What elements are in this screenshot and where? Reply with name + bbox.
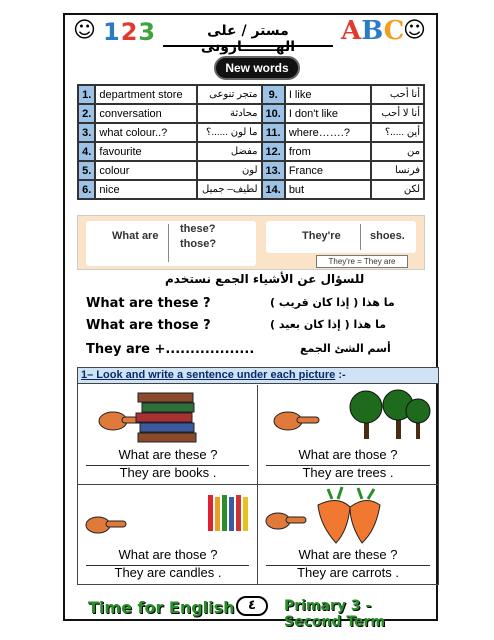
- word-number: 3.: [78, 123, 95, 142]
- rule-question-those-ar: ما هذا ( إذا كان بعيد ): [270, 318, 387, 331]
- rules-heading: للسؤال عن الأشياء الجمع نستخدم: [165, 272, 365, 286]
- arabic-meaning: مفضل: [197, 142, 261, 161]
- english-word: France: [285, 161, 372, 180]
- arabic-meaning: أين .....؟: [371, 123, 424, 142]
- english-word: colour: [95, 161, 197, 180]
- page-header: [63, 13, 438, 53]
- pointing-hand-icon: [86, 517, 126, 533]
- books-picture: [78, 385, 258, 447]
- grammar-box-left: [86, 221, 256, 266]
- english-word: nice: [95, 180, 197, 199]
- exercise-item-trees: [258, 385, 438, 485]
- word-number: 12.: [262, 142, 285, 161]
- arabic-meaning: لكن: [371, 180, 424, 199]
- word-number: 4.: [78, 142, 95, 161]
- rule-answer-ar: أسم الشئ الجمع: [300, 342, 391, 355]
- arabic-meaning: لون: [197, 161, 261, 180]
- arabic-meaning: ما لون ......؟: [197, 123, 261, 142]
- trees-icon: [350, 390, 430, 439]
- english-word: favourite: [95, 142, 197, 161]
- english-word: from: [285, 142, 372, 161]
- carrots-icon: [318, 487, 380, 543]
- english-word: I like: [285, 85, 372, 104]
- books-icon: [136, 393, 196, 442]
- teacher-name: مستر / على الهـــــــارونى: [200, 23, 296, 55]
- word-number: 13.: [262, 161, 285, 180]
- word-number: 5.: [78, 161, 95, 180]
- theyre-tip: They're = They are: [316, 255, 408, 268]
- page-footer: [88, 596, 428, 630]
- question-text: What are those ?: [298, 447, 398, 462]
- english-word: conversation: [95, 104, 197, 123]
- candles-picture: [78, 485, 258, 547]
- carrots-picture: [258, 485, 438, 547]
- footer-series-title: Time for English: [88, 598, 235, 617]
- footer-grade: Primary 3 - Second Term: [284, 598, 386, 630]
- vocabulary-row: [78, 123, 424, 142]
- question-text: What are these ?: [118, 447, 218, 462]
- question-text: What are these ?: [298, 547, 398, 562]
- word-number: 10.: [262, 104, 285, 123]
- candles-icon: [208, 495, 248, 531]
- page-number: ٤: [236, 596, 268, 616]
- pointing-hand-icon: [274, 412, 319, 430]
- arabic-meaning: فرنسا: [371, 161, 424, 180]
- grammar-divider-2: [360, 224, 361, 250]
- vocabulary-row: [78, 85, 424, 104]
- rule-question-those: What are those ?: [86, 318, 211, 333]
- word-number: 11.: [262, 123, 285, 142]
- word-number: 6.: [78, 180, 95, 199]
- word-number: 9.: [262, 85, 285, 104]
- exercise-title: 1– Look and write a sentence under each picture :-: [78, 368, 438, 384]
- vocabulary-row: [78, 180, 424, 199]
- new-words-badge: New words: [214, 56, 300, 80]
- grammar-illustration: [77, 215, 425, 270]
- title-underline: [163, 45, 333, 47]
- answer-text: They are candles .: [114, 565, 222, 580]
- rule-answer: They are +..................: [86, 342, 255, 357]
- rule-question-these: What are these ?: [86, 296, 211, 311]
- arabic-meaning: لطيف– جميل: [197, 180, 261, 199]
- answer-text: They are carrots .: [297, 565, 399, 580]
- answer-text: They are books .: [119, 465, 217, 480]
- english-word: department store: [95, 85, 197, 104]
- vocabulary-table: [77, 84, 425, 200]
- arabic-meaning: أنا أحب: [371, 85, 424, 104]
- arabic-meaning: أنا لا أحب: [371, 104, 424, 123]
- english-word: I don't like: [285, 104, 372, 123]
- word-number: 2.: [78, 104, 95, 123]
- theyre-label: They're: [302, 230, 341, 242]
- word-number: 1.: [78, 85, 95, 104]
- graduate-face-icon-right: ☺: [403, 18, 426, 43]
- arabic-meaning: من: [371, 142, 424, 161]
- english-word: what colour..?: [95, 123, 197, 142]
- arabic-meaning: متجر تنوعى: [197, 85, 261, 104]
- vocabulary-row: [78, 161, 424, 180]
- exercise-item-books: [78, 385, 258, 485]
- answer-text: They are trees .: [302, 465, 394, 480]
- grammar-divider: [168, 224, 169, 262]
- arabic-meaning: محادثة: [197, 104, 261, 123]
- question-text: What are those ?: [118, 547, 218, 562]
- english-word: where…….?: [285, 123, 372, 142]
- graduate-face-icon-left: ☺: [73, 18, 96, 43]
- abc-logo: ABC: [341, 16, 405, 46]
- shoes-label: shoes.: [370, 230, 405, 242]
- word-number: 14.: [262, 180, 285, 199]
- these-label: these?: [180, 223, 216, 235]
- pointing-hand-icon: [266, 513, 306, 529]
- exercise-item-candles: [78, 485, 258, 585]
- numbers-logo: 123: [103, 18, 157, 46]
- what-are-label: What are: [112, 230, 159, 242]
- vocabulary-row: [78, 142, 424, 161]
- rule-question-these-ar: ما هذا ( إذا كان قريب ): [270, 296, 395, 309]
- exercise-item-carrots: [258, 485, 438, 585]
- english-word: but: [285, 180, 372, 199]
- vocabulary-row: [78, 104, 424, 123]
- exercise-box: [77, 367, 439, 585]
- trees-picture: [258, 385, 438, 447]
- those-label: those?: [180, 238, 217, 250]
